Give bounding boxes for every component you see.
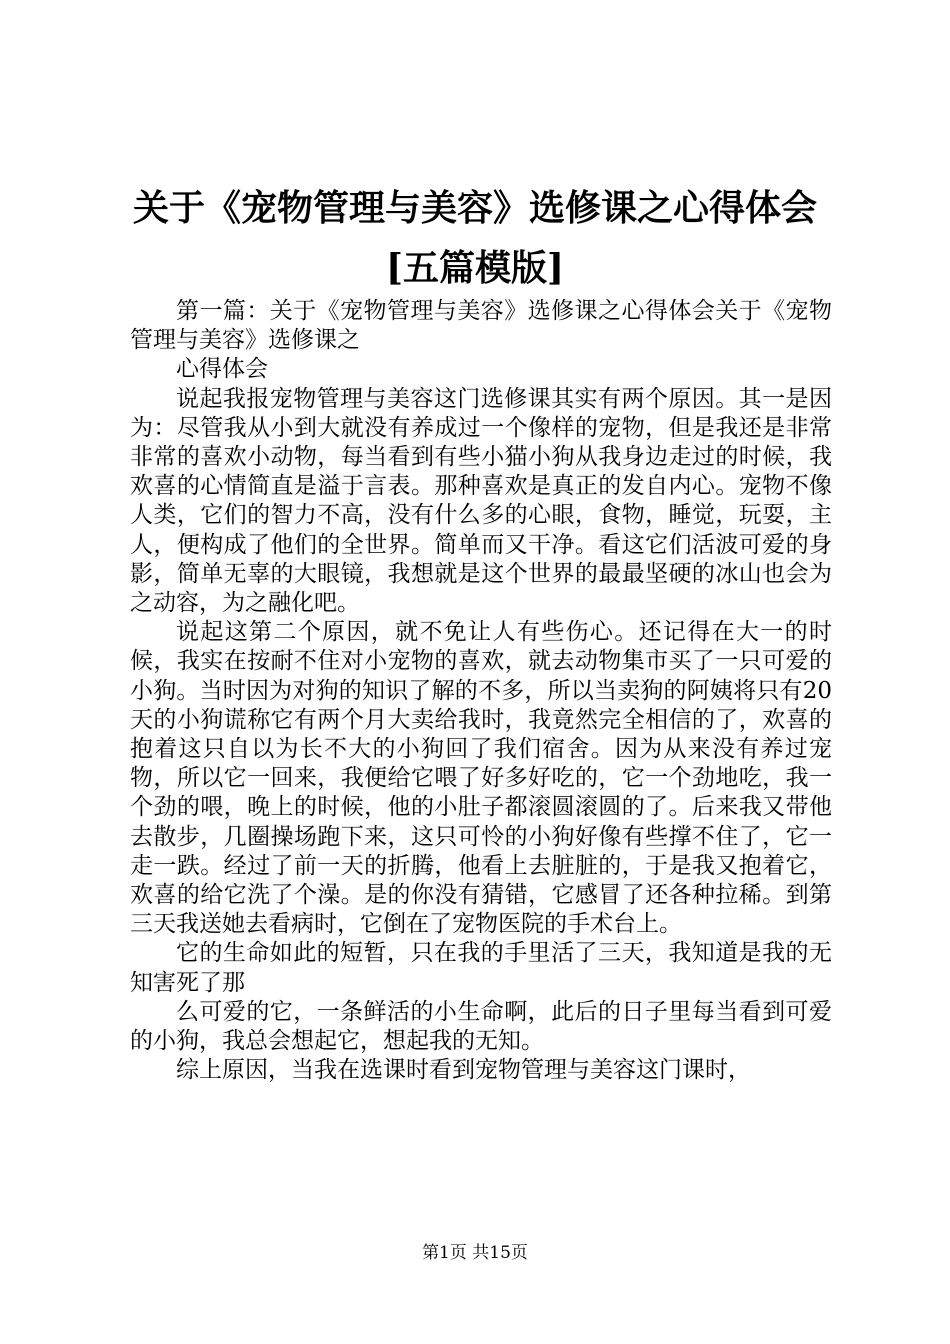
paragraph: 综上原因，当我在选课时看到宠物管理与美容这门课时， — [176, 1057, 751, 1084]
page-number-footer: 第1页 共15页 — [422, 1243, 528, 1263]
document-body — [130, 297, 832, 1085]
paragraph: 第一篇：关于《宠物管理与美容》选修课之心得体会关于《宠物管理与美容》选修课之 — [130, 298, 832, 354]
paragraph: 说起我报宠物管理与美容这门选修课其实有两个原因。其一是因为：尽管我从小到大就没有养成过一个像样的宠物，但是我还是非常非常的喜欢小动物，每当看到有些小猫小狗从我身边走过的时候，我欢喜的心情简直是溢于言表。那种喜欢是真正的发自内心。宠物不像人类，它们的智力不高，没有什么多的心眼，食物，睡觉，玩耍，主人，便构成了他们的全世界。简单而又干净。看这它们活波可爱的身影，简单无辜的大眼镜，我想就是这个世界的最最坚硬的冰山也会为之动容，为之融化吧。 — [130, 385, 832, 617]
paragraph: 么可爱的它，一条鲜活的小生命啊，此后的日子里每当看到可爱的小狗，我总会想起它，想起我的无知。 — [130, 998, 832, 1055]
paragraph: 它的生命如此的短暂，只在我的手里活了三天，我知道是我的无知害死了那 — [130, 940, 832, 996]
paragraph: 说起这第二个原因，就不免让人有些伤心。还记得在大一的时候，我实在按耐不住对小宠物的喜欢，就去动物集市买了一只可爱的小狗。当时因为对狗的知识了解的不多，所以当卖狗的阿姨将只有20天的小狗谎称它有两个月大卖给我时，我竟然完全相信的了，欢喜的抱着这只自以为长不大的小狗回了我们宿舍。因为从来没有养过宠物，所以它一回来，我便给它喂了好多好吃的，它一个劲地吃，我一个劲的喂，晚上的时候，他的小肚子都滚圆滚圆的了。后来我又带他去散步，几圈操场跑下来，这只可怜的小狗好像有些撑不住了，它一走一跌。经过了前一天的折腾，他看上去脏脏的，于是我又抱着它，欢喜的给它洗了个澡。是的你没有猜错，它感冒了还各种拉稀。到第三天我送她去看病时，它倒在了宠物医院的手术台上。 — [130, 619, 832, 938]
document-title: 关于《宠物管理与美容》选修课之心得体会 — [132, 187, 817, 229]
document-title-suffix: [五篇模版] — [385, 247, 565, 289]
paragraph: 心得体会 — [176, 356, 268, 383]
